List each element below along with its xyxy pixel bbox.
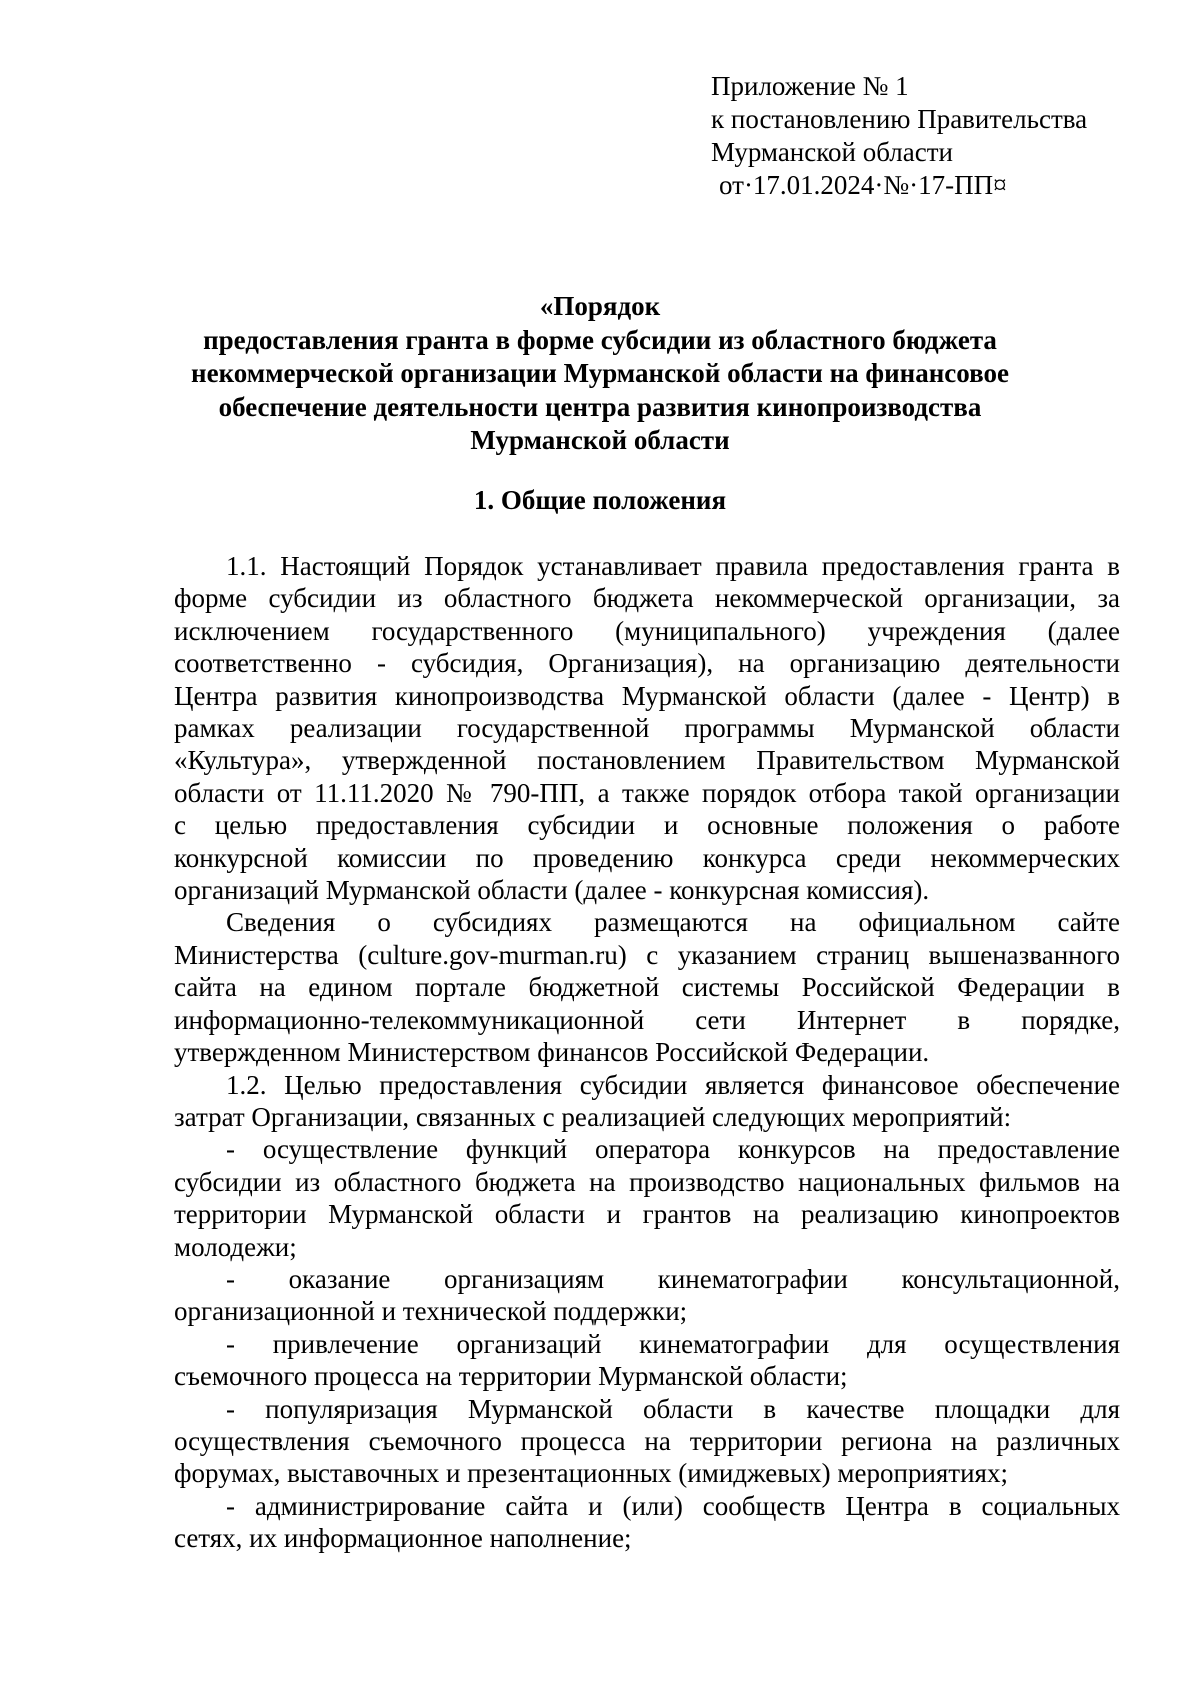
appendix-number: Приложение № 1 [711,71,909,101]
appendix-resolution-ref: к постановлению Правительства [711,104,1088,134]
list-item-line: - администрирование сайта и (или) сообществ Центра в социальных [226,1490,1120,1521]
appendix-note [711,70,1087,202]
document-title [150,290,1050,458]
text-line: затрат Организации, связанных с реализацией следующих мероприятий: [174,1101,1012,1132]
text-line: с целью предоставления субсидии и основные положения о работе [174,810,1120,841]
list-item-line: территории Мурманской области и грантов на реализацию кинопроектов [174,1199,1120,1230]
text-line: 1.1. Настоящий Порядок устанавливает правила предоставления гранта в [226,551,1120,581]
title-line: обеспечение деятельности центра развития кинопроизводства [218,391,982,422]
title-line: «Порядок [539,291,661,321]
list-item-line: - привлечение организаций кинематографии для осуществления [226,1328,1120,1359]
list-item-line: субсидии из областного бюджета на производство национальных фильмов на [174,1166,1120,1197]
text-line: Сведения о субсидиях размещаются на официальном сайте [226,907,1120,938]
list-item-line: молодежи; [174,1231,297,1262]
title-line: некоммерческой организации Мурманской области на финансовое [191,358,1009,388]
text-line: организаций Мурманской области (далее - конкурсная комиссия). [174,875,930,906]
list-item-line: осуществления съемочного процесса на территории региона на различных [174,1425,1120,1456]
text-line: соответственно - субсидия, Организация), на организацию деятельности [174,648,1120,679]
text-line: сайта на едином портале бюджетной системы Российской Федерации в [174,972,1120,1003]
list-item-line: организационной и технической поддержки; [174,1296,688,1327]
list-item-line: сетях, их информационное наполнение; [174,1523,632,1554]
list-item-line: - популяризация Мурманской области в качестве площадки для [226,1393,1120,1424]
text-line: рамках реализации государственной программы Мурманской области [174,713,1120,744]
text-line: «Культура», утвержденной постановлением Правительством Мурманской [174,745,1120,776]
title-line: Мурманской области [470,425,730,455]
text-line: конкурсной комиссии по проведению конкурса среди некоммерческих [174,842,1120,873]
text-line: Министерства (culture.gov-murman.ru) с указанием страниц вышеназванного [174,939,1120,970]
list-item-line: - оказание организациям кинематографии консультационной, [226,1263,1120,1294]
list-item-line: форумах, выставочных и презентационных (имиджевых) мероприятиях; [174,1458,1008,1489]
text-line: исключением государственного (муниципального) учреждения (далее [174,615,1120,646]
document-body [174,550,1120,1555]
text-line: информационно-телекоммуникационной сети Интернет в порядке, [174,1004,1120,1035]
appendix-date-number: от·17.01.2024·№·17-ПП¤ [719,170,1007,200]
appendix-region: Мурманской области [711,137,953,167]
list-item-line: съемочного процесса на территории Мурманской области; [174,1361,848,1392]
title-line: предоставления гранта в форме субсидии из областного бюджета [203,324,997,355]
list-item-line: - осуществление функций оператора конкурсов на предоставление [226,1134,1120,1165]
text-line: утвержденном Министерством финансов Российской Федерации. [174,1037,930,1068]
text-line: Центра развития кинопроизводства Мурманской области (далее - Центр) в [174,680,1120,711]
section-heading: 1. Общие положения [473,485,727,515]
text-line: форме субсидии из областного бюджета некоммерческой организации, за [174,583,1120,614]
text-line: области от 11.11.2020 № 790-ПП, а также порядок отбора такой организации [174,777,1120,808]
text-line: 1.2. Целью предоставления субсидии является финансовое обеспечение [226,1069,1120,1100]
